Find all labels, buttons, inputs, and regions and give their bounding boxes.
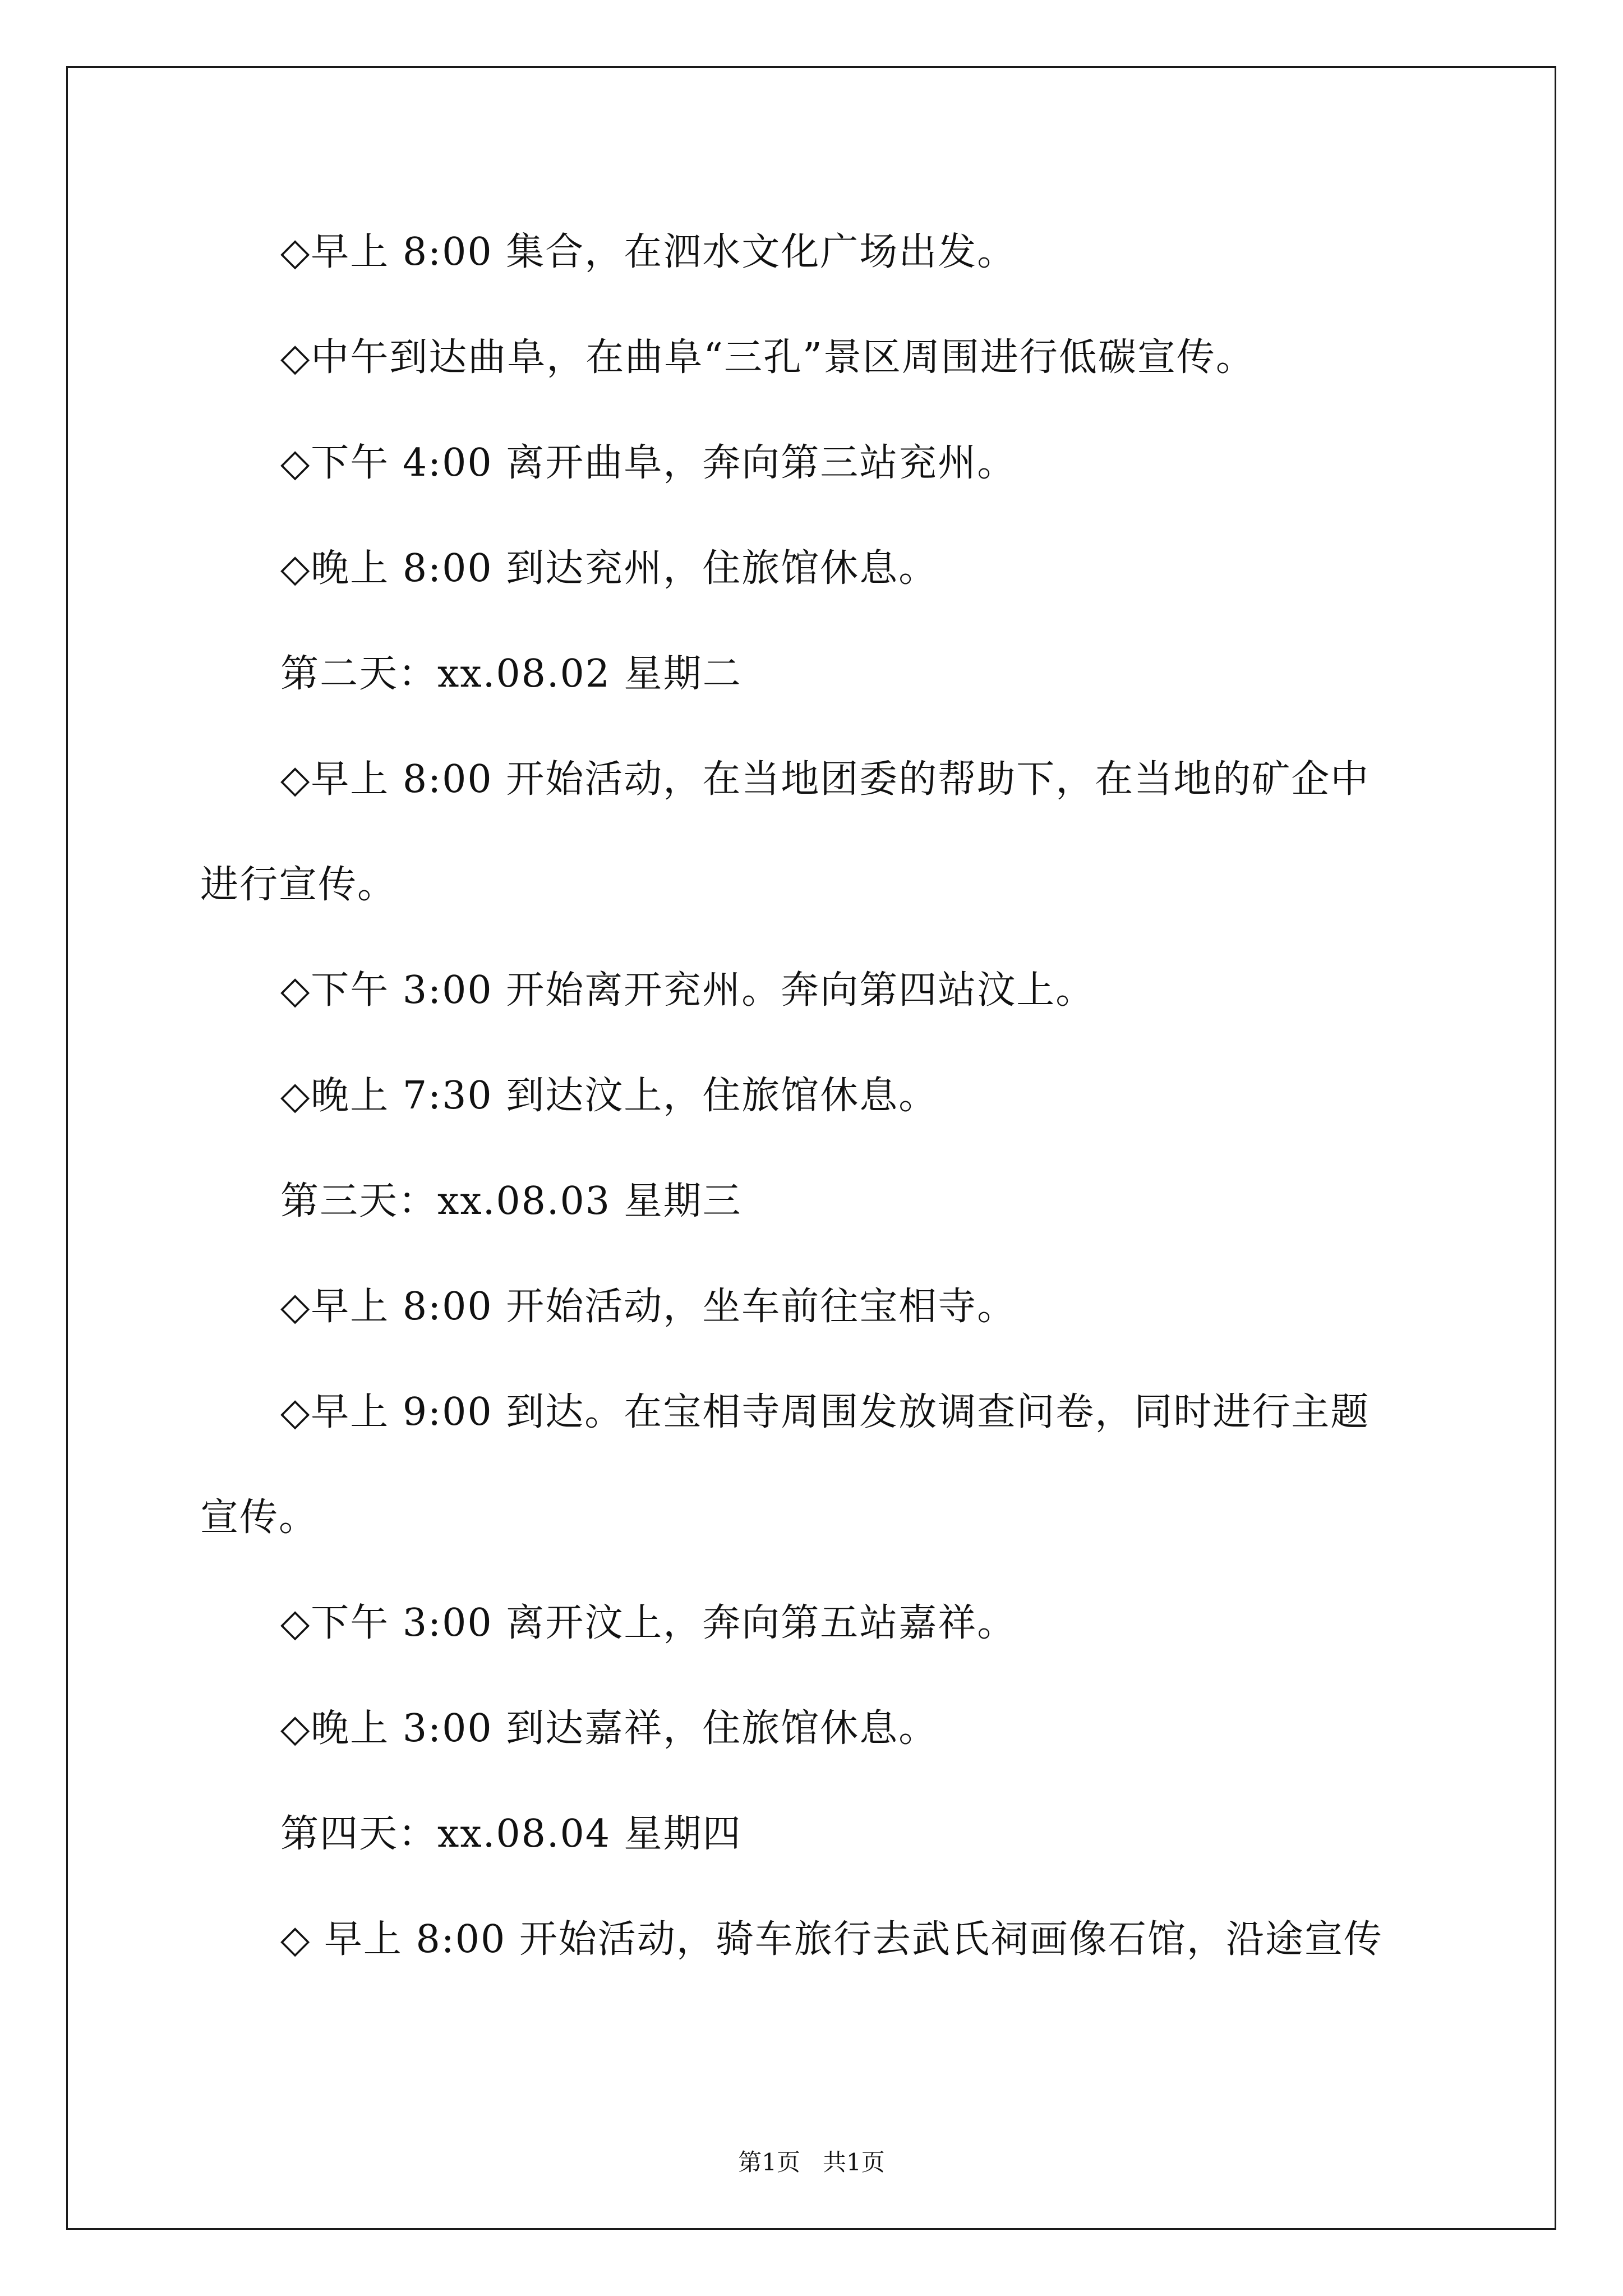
itinerary-line: ◇晚上 3:00 到达嘉祥，住旅馆休息。 [280,1706,938,1751]
day-heading: 第二天：xx.08.02 星期二 [280,652,742,696]
itinerary-line: ◇下午 4:00 离开曲阜，奔向第三站兖州。 [280,441,1017,485]
page-footer: 第1页 共1页 [738,2148,885,2176]
itinerary-line: ◇早上 9:00 到达。在宝相寺周围发放调查问卷，同时进行主题 [280,1390,1370,1434]
day-heading: 第四天：xx.08.04 星期四 [280,1812,742,1856]
itinerary-line: ◇晚上 8:00 到达兖州，住旅馆休息。 [280,546,938,591]
itinerary-line: ◇下午 3:00 离开汶上，奔向第五站嘉祥。 [280,1601,1017,1645]
itinerary-line: ◇早上 8:00 集合，在泗水文化广场出发。 [280,230,1017,274]
itinerary-line: ◇早上 8:00 开始活动，在当地团委的帮助下，在当地的矿企中 [280,757,1370,802]
itinerary-line: ◇中午到达曲阜，在曲阜“三孔”景区周围进行低碳宣传。 [280,335,1255,380]
itinerary-line: ◇ 早上 8:00 开始活动，骑车旅行去武氏祠画像石馆，沿途宣传 [280,1917,1383,1962]
itinerary-line: ◇晚上 7:30 到达汶上，住旅馆休息。 [280,1074,938,1118]
itinerary-line-continuation: 进行宣传。 [200,863,397,907]
itinerary-line-continuation: 宣传。 [200,1496,319,1540]
itinerary-line: ◇早上 8:00 开始活动，坐车前往宝相寺。 [280,1285,1017,1329]
day-heading: 第三天：xx.08.03 星期三 [280,1179,742,1223]
itinerary-line: ◇下午 3:00 开始离开兖州。奔向第四站汶上。 [280,968,1095,1013]
